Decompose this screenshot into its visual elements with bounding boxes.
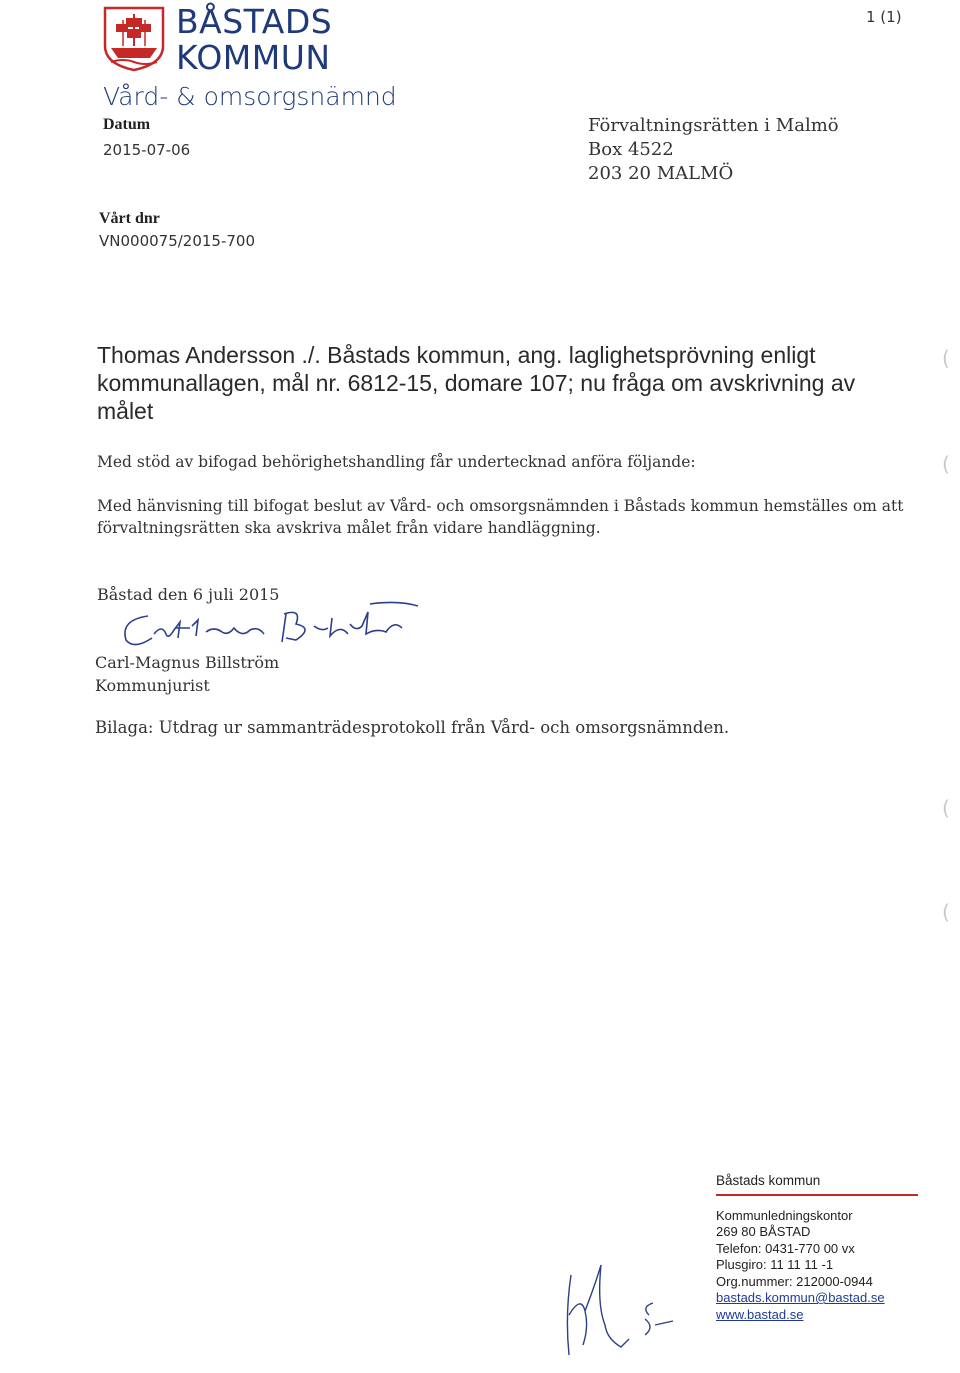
handwritten-signature xyxy=(118,598,438,658)
margin-mark: ( xyxy=(942,452,950,476)
body-paragraph-2: Med hänvisning till bifogat beslut av Vård- och omsorgsnämnden i Båstads kommun hemställes om att förvaltningsrätten ska avskriva målet från vidare handläggning. xyxy=(97,497,904,537)
footer-phone: Telefon: 0431-770 00 vx xyxy=(716,1240,855,1256)
footer-giro: Plusgiro: 11 11 11 -1 xyxy=(716,1257,834,1272)
footer-contact xyxy=(716,1173,916,1323)
footer-email-link[interactable]: bastads.kommun@bastad.se xyxy=(716,1290,885,1305)
place-date: Båstad den 6 juli 2015 xyxy=(97,585,280,604)
signer-title: Kommunjurist xyxy=(95,676,210,695)
reference-label: Vårt dnr xyxy=(99,210,160,227)
date-value: 2015-07-06 xyxy=(103,141,191,159)
recipient-line1: Förvaltningsrätten i Malmö xyxy=(588,115,839,136)
footer-org: Båstads kommun xyxy=(716,1173,821,1188)
page-indicator: 1 (1) xyxy=(866,8,902,26)
municipal-logo xyxy=(103,6,165,72)
attachment-note: Bilaga: Utdrag ur sammanträdesprotokoll från Vård- och omsorgsnämnden. xyxy=(95,718,730,737)
recipient-address xyxy=(588,114,839,186)
footer-postal: 269 80 BÅSTAD xyxy=(716,1224,811,1239)
date-label: Datum xyxy=(103,116,151,133)
margin-mark: ( xyxy=(942,796,950,820)
document-subject: Thomas Andersson ./. Båstads kommun, ang. laglighetsprövning enligt kommunallagen, mål nr. 6812-15, domare 107; nu fråga om avskrivning av målet xyxy=(97,342,856,424)
organization-name xyxy=(176,4,332,76)
footer-orgnr: Org.nummer: 212000-0944 xyxy=(716,1273,873,1289)
org-name-line2: KOMMUN xyxy=(176,38,331,77)
recipient-line3: 203 20 MALMÖ xyxy=(588,163,734,184)
signer-block xyxy=(95,651,279,697)
signer-name: Carl-Magnus Billström xyxy=(95,653,280,672)
margin-mark: ( xyxy=(942,900,950,924)
body-paragraph-1: Med stöd av bifogad behörighetshandling får undertecknad anföra följande: xyxy=(97,453,696,471)
margin-mark: ( xyxy=(942,346,950,370)
footer-web-link[interactable]: www.bastad.se xyxy=(716,1306,804,1322)
recipient-line2: Box 4522 xyxy=(588,139,674,160)
department-name: Vård- & omsorgsnämnd xyxy=(103,82,397,111)
initials-signature xyxy=(545,1255,705,1365)
footer-office: Kommunledningskontor xyxy=(716,1207,853,1223)
org-name-line1: BÅSTADS xyxy=(176,2,333,41)
reference-value: VN000075/2015-700 xyxy=(99,232,256,250)
footer-divider xyxy=(716,1194,918,1196)
